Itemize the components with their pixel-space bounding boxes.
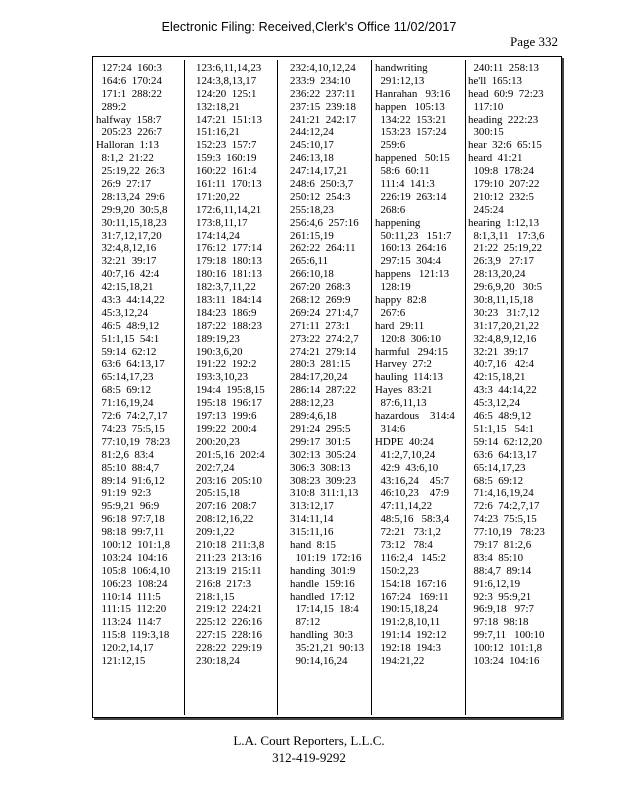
index-entry: 201:5,16 202:4: [196, 448, 265, 461]
index-entry: 200:20,23: [196, 435, 240, 448]
index-entry: 219:12 224:21: [196, 603, 262, 616]
index-entry: 106:23 108:24: [96, 577, 168, 590]
index-column-4: [375, 62, 463, 668]
index-entry: 65:14,17,23: [96, 371, 154, 384]
index-entry: 77:10,19 78:23: [468, 526, 545, 539]
index-entry: 160:13 264:16: [375, 242, 447, 255]
index-entry: 51:1,15 54:1: [468, 422, 534, 435]
index-entry: 191:2,8,10,11: [375, 616, 441, 629]
index-entry: 302:13 305:24: [290, 448, 356, 461]
index-entry: 213:19 215:11: [196, 564, 262, 577]
index-entry: 154:18 167:16: [375, 577, 447, 590]
index-entry: 89:14 91:6,12: [96, 474, 165, 487]
index-entry: harmful 294:15: [375, 345, 448, 358]
index-entry: 306:3 308:13: [290, 461, 351, 474]
index-entry: 29:6,9,20 30:5: [468, 281, 543, 294]
index-entry: 73:12 78:4: [375, 538, 433, 551]
index-column-3: [290, 62, 378, 668]
page-number: Page 332: [509, 34, 558, 49]
index-entry: 314:11,14: [290, 513, 334, 526]
index-entry: 313:12,17: [290, 500, 334, 513]
index-entry: 232:4,10,12,24: [290, 62, 356, 74]
index-entry: 116:2,4 145:2: [375, 551, 446, 564]
index-entry: 103:24 104:16: [468, 654, 540, 667]
index-entry: 171:20,22: [196, 190, 240, 203]
index-entry: 190:3,6,20: [196, 345, 243, 358]
index-entry: heard 41:21: [468, 152, 523, 165]
index-entry: 25:19,22 26:3: [96, 165, 165, 178]
index-entry: 97:18 98:18: [468, 616, 529, 629]
index-entry: 173:8,11,17: [196, 216, 248, 229]
index-entry: Halloran 1:13: [96, 139, 159, 152]
index-entry: head 60:9 72:23: [468, 87, 544, 100]
index-entry: 291:12,13: [375, 74, 425, 87]
index-entry: 90:14,16,24: [290, 654, 348, 667]
index-entry: 59:14 62:12: [96, 345, 157, 358]
index-entry: 237:15 239:18: [290, 100, 356, 113]
index-entry: 187:22 188:23: [196, 319, 262, 332]
index-entry: 31:7,12,17,20: [96, 229, 162, 242]
index-entry: 42:15,18,21: [96, 281, 154, 294]
index-entry: 42:15,18,21: [468, 371, 526, 384]
index-entry: 117:10: [468, 100, 504, 113]
index-entry: 95:9,21 96:9: [96, 500, 160, 513]
index-entry: 262:22 264:11: [290, 242, 356, 255]
index-entry: handle 159:16: [290, 577, 355, 590]
index-entry: 315:11,16: [290, 526, 334, 539]
index-entry: 32:4,8,12,16: [96, 242, 157, 255]
index-entry: happening: [375, 216, 421, 229]
index-entry: 190:15,18,24: [375, 603, 438, 616]
index-entry: 59:14 62:12,20: [468, 435, 543, 448]
index-entry: 247:14,17,21: [290, 165, 348, 178]
index-entry: 182:3,7,11,22: [196, 281, 256, 294]
index-entry: 310:8 311:1,13: [290, 487, 359, 500]
index-entry: 228:22 229:19: [196, 642, 262, 655]
index-entry: 43:3 44:14,22: [468, 384, 537, 397]
index-entry: 265:6,11: [290, 255, 329, 268]
index-entry: halfway 158:7: [96, 113, 162, 126]
index-entry: handling 30:3: [290, 629, 353, 642]
index-entry: 31:17,20,21,22: [468, 319, 540, 332]
index-entry: 179:18 180:13: [196, 255, 262, 268]
index-entry: 192:18 194:3: [375, 642, 441, 655]
index-entry: 184:23 186:9: [196, 306, 257, 319]
index-entry: 248:6 250:3,7: [290, 178, 354, 191]
index-entry: 63:6 64:13,17: [468, 448, 537, 461]
index-entry: 111:15 112:20: [96, 603, 167, 616]
index-entry: 209:1,22: [196, 526, 235, 539]
index-entry: 152:23 157:7: [196, 139, 257, 152]
index-entry: 87:12: [290, 616, 321, 629]
footer-company: L.A. Court Reporters, L.L.C.: [233, 733, 385, 748]
index-entry: 147:21 151:13: [196, 113, 262, 126]
index-entry: 245:10,17: [290, 139, 334, 152]
index-entry: 199:22 200:4: [196, 422, 257, 435]
footer-phone: 312-419-9292: [272, 750, 346, 765]
index-entry: 68:5 69:12: [468, 474, 524, 487]
index-entry: happen 105:13: [375, 100, 445, 113]
index-entry: 267:20 268:3: [290, 281, 351, 294]
index-entry: 43:3 44:14,22: [96, 294, 165, 307]
index-entry: 284:17,20,24: [290, 371, 348, 384]
index-entry: 28:13,20,24: [468, 268, 526, 281]
index-entry: 110:14 111:5: [96, 590, 161, 603]
index-entry: 297:15 304:4: [375, 255, 441, 268]
index-entry: 197:13 199:6: [196, 410, 257, 423]
index-entry: 127:24 160:3: [96, 62, 162, 74]
index-entry: 245:24: [468, 203, 504, 216]
index-entry: 202:7,24: [196, 461, 235, 474]
index-entry: 176:12 177:14: [196, 242, 262, 255]
index-entry: 128:19: [375, 281, 411, 294]
index-entry: 26:9 27:17: [96, 178, 152, 191]
index-entry: 236:22 237:11: [290, 87, 356, 100]
index-entry: 205:15,18: [196, 487, 240, 500]
index-entry: 48:5,16 58:3,4: [375, 513, 450, 526]
index-entry: 98:18 99:7,11: [96, 526, 165, 539]
index-entry: Hanrahan 93:16: [375, 87, 451, 100]
index-entry: 246:13,18: [290, 152, 334, 165]
index-entry: 194:21,22: [375, 654, 425, 667]
index-entry: 115:8 119:3,18: [96, 629, 170, 642]
index-entry: hear 32:6 65:15: [468, 139, 542, 152]
index-entry: 274:21 279:14: [290, 345, 356, 358]
index-entry: happened 50:15: [375, 152, 450, 165]
index-entry: 159:3 160:19: [196, 152, 257, 165]
index-entry: 314:6: [375, 422, 406, 435]
index-entry: 71:4,16,19,24: [468, 487, 534, 500]
index-entry: 113:24 114:7: [96, 616, 162, 629]
index-entry: 123:6,11,14,23: [196, 62, 262, 74]
index-entry: 250:12 254:3: [290, 190, 351, 203]
index-entry: 46:10,23 47:9: [375, 487, 450, 500]
index-entry: 72:6 74:2,7,17: [96, 410, 168, 423]
filing-header: Electronic Filing: Received,Clerk's Office 11/02/2017: [161, 20, 457, 34]
index-entry: 77:10,19 78:23: [96, 435, 171, 448]
index-entry: 227:15 228:16: [196, 629, 262, 642]
index-entry: 17:14,15 18:4: [290, 603, 359, 616]
index-entry: 211:23 213:16: [196, 551, 262, 564]
index-entry: handled 17:12: [290, 590, 355, 603]
index-entry: 207:16 208:7: [196, 500, 257, 513]
index-entry: 150:2,23: [375, 564, 419, 577]
index-entry: 92:3 95:9,21: [468, 590, 532, 603]
index-entry: 63:6 64:13,17: [96, 358, 165, 371]
index-entry: 218:1,15: [196, 590, 235, 603]
index-entry: HDPE 40:24: [375, 435, 434, 448]
index-entry: 273:22 274:2,7: [290, 332, 359, 345]
index-entry: happens 121:13: [375, 268, 450, 281]
index-entry: 121:12,15: [96, 654, 146, 667]
index-entry: 96:18 97:7,18: [96, 513, 165, 526]
index-entry: handwriting: [375, 62, 428, 74]
index-entry: 132:18,21: [196, 100, 240, 113]
index-entry: 91:6,12,19: [468, 577, 521, 590]
index-entry: 65:14,17,23: [468, 461, 526, 474]
index-entry: 42:9 43:6,10: [375, 461, 439, 474]
index-entry: 300:15: [468, 126, 504, 139]
index-entry: 164:6 170:24: [96, 74, 162, 87]
index-entry: 267:6: [375, 306, 406, 319]
index-entry: 74:23 75:5,15: [96, 422, 165, 435]
index-entry: 179:10 207:22: [468, 178, 540, 191]
index-entry: 233:9 234:10: [290, 74, 351, 87]
index-entry: 289:4,6,18: [290, 410, 337, 423]
index-entry: 99:7,11 100:10: [468, 629, 545, 642]
index-entry: 124:3,8,13,17: [196, 74, 257, 87]
index-entry: 68:5 69:12: [96, 384, 152, 397]
index-entry: 183:11 184:14: [196, 294, 262, 307]
index-entry: 244:12,24: [290, 126, 334, 139]
index-entry: 46:5 48:9,12: [96, 319, 160, 332]
index-entry: 85:10 88:4,7: [96, 461, 160, 474]
index-entry: 261:15,19: [290, 229, 334, 242]
index-entry: hand 8:15: [290, 538, 336, 551]
index-entry: 109:8 178:24: [468, 165, 534, 178]
index-entry: 40:7,16 42:4: [96, 268, 160, 281]
index-entry: 255:18,23: [290, 203, 334, 216]
index-entry: 286:14 287:22: [290, 384, 356, 397]
index-entry: 46:5 48:9,12: [468, 410, 532, 423]
index-entry: 269:24 271:4,7: [290, 306, 359, 319]
index-entry: 35:21,21 90:13: [290, 642, 365, 655]
index-entry: 153:23 157:24: [375, 126, 447, 139]
index-entry: 180:16 181:13: [196, 268, 262, 281]
index-entry: Harvey 27:2: [375, 358, 432, 371]
index-entry: heading 222:23: [468, 113, 539, 126]
index-entry: 96:9,18 97:7: [468, 603, 534, 616]
index-column-2: [196, 62, 284, 668]
index-entry: 40:7,16 42:4: [468, 358, 534, 371]
index-entry: 43:16,24 45:7: [375, 474, 450, 487]
index-entry: 28:13,24 29:6: [96, 190, 165, 203]
index-entry: 216:8 217:3: [196, 577, 252, 590]
index-entry: 191:14 192:12: [375, 629, 447, 642]
index-entry: handing 301:9: [290, 564, 356, 577]
index-entry: 120:2,14,17: [96, 642, 154, 655]
index-entry: 151:16,21: [196, 126, 240, 139]
index-entry: 81:2,6 83:4: [96, 448, 154, 461]
index-entry: 50:11,23 151:7: [375, 229, 452, 242]
index-entry: 256:4,6 257:16: [290, 216, 359, 229]
index-entry: 167:24 169:11: [375, 590, 449, 603]
index-entry: 79:17 81:2,6: [468, 538, 532, 551]
index-entry: 174:14,24: [196, 229, 240, 242]
index-entry: 288:12,23: [290, 397, 334, 410]
index-entry: 30:23 31:7,12: [468, 306, 540, 319]
index-entry: 101:19 172:16: [290, 551, 362, 564]
index-entry: 161:11 170:13: [196, 178, 262, 191]
index-entry: 72:21 73:1,2: [375, 526, 441, 539]
index-entry: happy 82:8: [375, 294, 427, 307]
index-entry: 134:22 153:21: [375, 113, 447, 126]
index-entry: 230:18,24: [196, 654, 240, 667]
index-entry: 171:1 288:22: [96, 87, 162, 100]
index-entry: hard 29:11: [375, 319, 425, 332]
index-entry: 226:19 263:14: [375, 190, 447, 203]
index-entry: 8:1,3,11 17:3,6: [468, 229, 545, 242]
index-entry: 100:12 101:1,8: [96, 538, 171, 551]
index-entry: 193:3,10,23: [196, 371, 249, 384]
index-entry: 47:11,14,22: [375, 500, 433, 513]
index-entry: 100:12 101:1,8: [468, 642, 543, 655]
index-entry: 259:6: [375, 139, 406, 152]
index-entry: 210:18 211:3,8: [196, 538, 265, 551]
index-entry: 289:2: [96, 100, 127, 113]
index-entry: 72:6 74:2,7,17: [468, 500, 540, 513]
column-divider: [184, 60, 185, 715]
index-entry: 21:22 25:19,22: [468, 242, 543, 255]
index-entry: 268:6: [375, 203, 406, 216]
index-entry: 32:21 39:17: [96, 255, 157, 268]
index-entry: 45:3,12,24: [468, 397, 521, 410]
index-entry: 103:24 104:16: [96, 551, 168, 564]
index-column-1: [96, 62, 184, 668]
index-entry: 51:1,15 54:1: [96, 332, 160, 345]
index-entry: 29:9,20 30:5,8: [96, 203, 168, 216]
index-entry: 240:11 258:13: [468, 62, 539, 74]
index-entry: 45:3,12,24: [96, 306, 149, 319]
index-entry: 120:8 306:10: [375, 332, 441, 345]
index-entry: 71:16,19,24: [96, 397, 154, 410]
index-entry: 308:23 309:23: [290, 474, 356, 487]
index-entry: 194:4 195:8,15: [196, 384, 265, 397]
index-entry: 280:3 281:15: [290, 358, 351, 371]
index-entry: 266:10,18: [290, 268, 334, 281]
index-entry: 195:18 196:17: [196, 397, 262, 410]
index-entry: 88:4,7 89:14: [468, 564, 532, 577]
index-entry: 208:12,16,22: [196, 513, 254, 526]
index-entry: 83:4 85:10: [468, 551, 524, 564]
index-entry: 172:6,11,14,21: [196, 203, 262, 216]
index-entry: 241:21 242:17: [290, 113, 356, 126]
index-entry: 225:12 226:16: [196, 616, 262, 629]
index-entry: 203:16 205:10: [196, 474, 262, 487]
index-entry: 58:6 60:11: [375, 165, 430, 178]
index-entry: Hayes 83:21: [375, 384, 433, 397]
index-entry: 160:22 161:4: [196, 165, 257, 178]
index-entry: 299:17 301:5: [290, 435, 351, 448]
index-entry: 32:21 39:17: [468, 345, 529, 358]
index-entry: 291:24 295:5: [290, 422, 351, 435]
index-entry: 189:19,23: [196, 332, 240, 345]
index-entry: 74:23 75:5,15: [468, 513, 537, 526]
index-entry: 91:19 92:3: [96, 487, 152, 500]
index-entry: hearing 1:12,13: [468, 216, 540, 229]
index-entry: he'll 165:13: [468, 74, 522, 87]
index-entry: 105:8 106:4,10: [96, 564, 171, 577]
index-entry: hazardous 314:4: [375, 410, 455, 423]
index-entry: 32:4,8,9,12,16: [468, 332, 537, 345]
index-entry: 111:4 141:3: [375, 178, 435, 191]
index-entry: 30:11,15,18,23: [96, 216, 167, 229]
index-entry: 271:11 273:1: [290, 319, 351, 332]
index-entry: hauling 114:13: [375, 371, 443, 384]
index-entry: 191:22 192:2: [196, 358, 257, 371]
index-entry: 124:20 125:1: [196, 87, 257, 100]
column-divider: [465, 60, 466, 715]
index-entry: 210:12 232:5: [468, 190, 534, 203]
index-entry: 205:23 226:7: [96, 126, 162, 139]
index-entry: 8:1,2 21:22: [96, 152, 154, 165]
index-entry: 268:12 269:9: [290, 294, 351, 307]
index-column-5: [468, 62, 556, 668]
index-entry: 30:8,11,15,18: [468, 294, 534, 307]
index-entry: 87:6,11,13: [375, 397, 427, 410]
index-entry: 41:2,7,10,24: [375, 448, 436, 461]
index-entry: 26:3,9 27:17: [468, 255, 534, 268]
